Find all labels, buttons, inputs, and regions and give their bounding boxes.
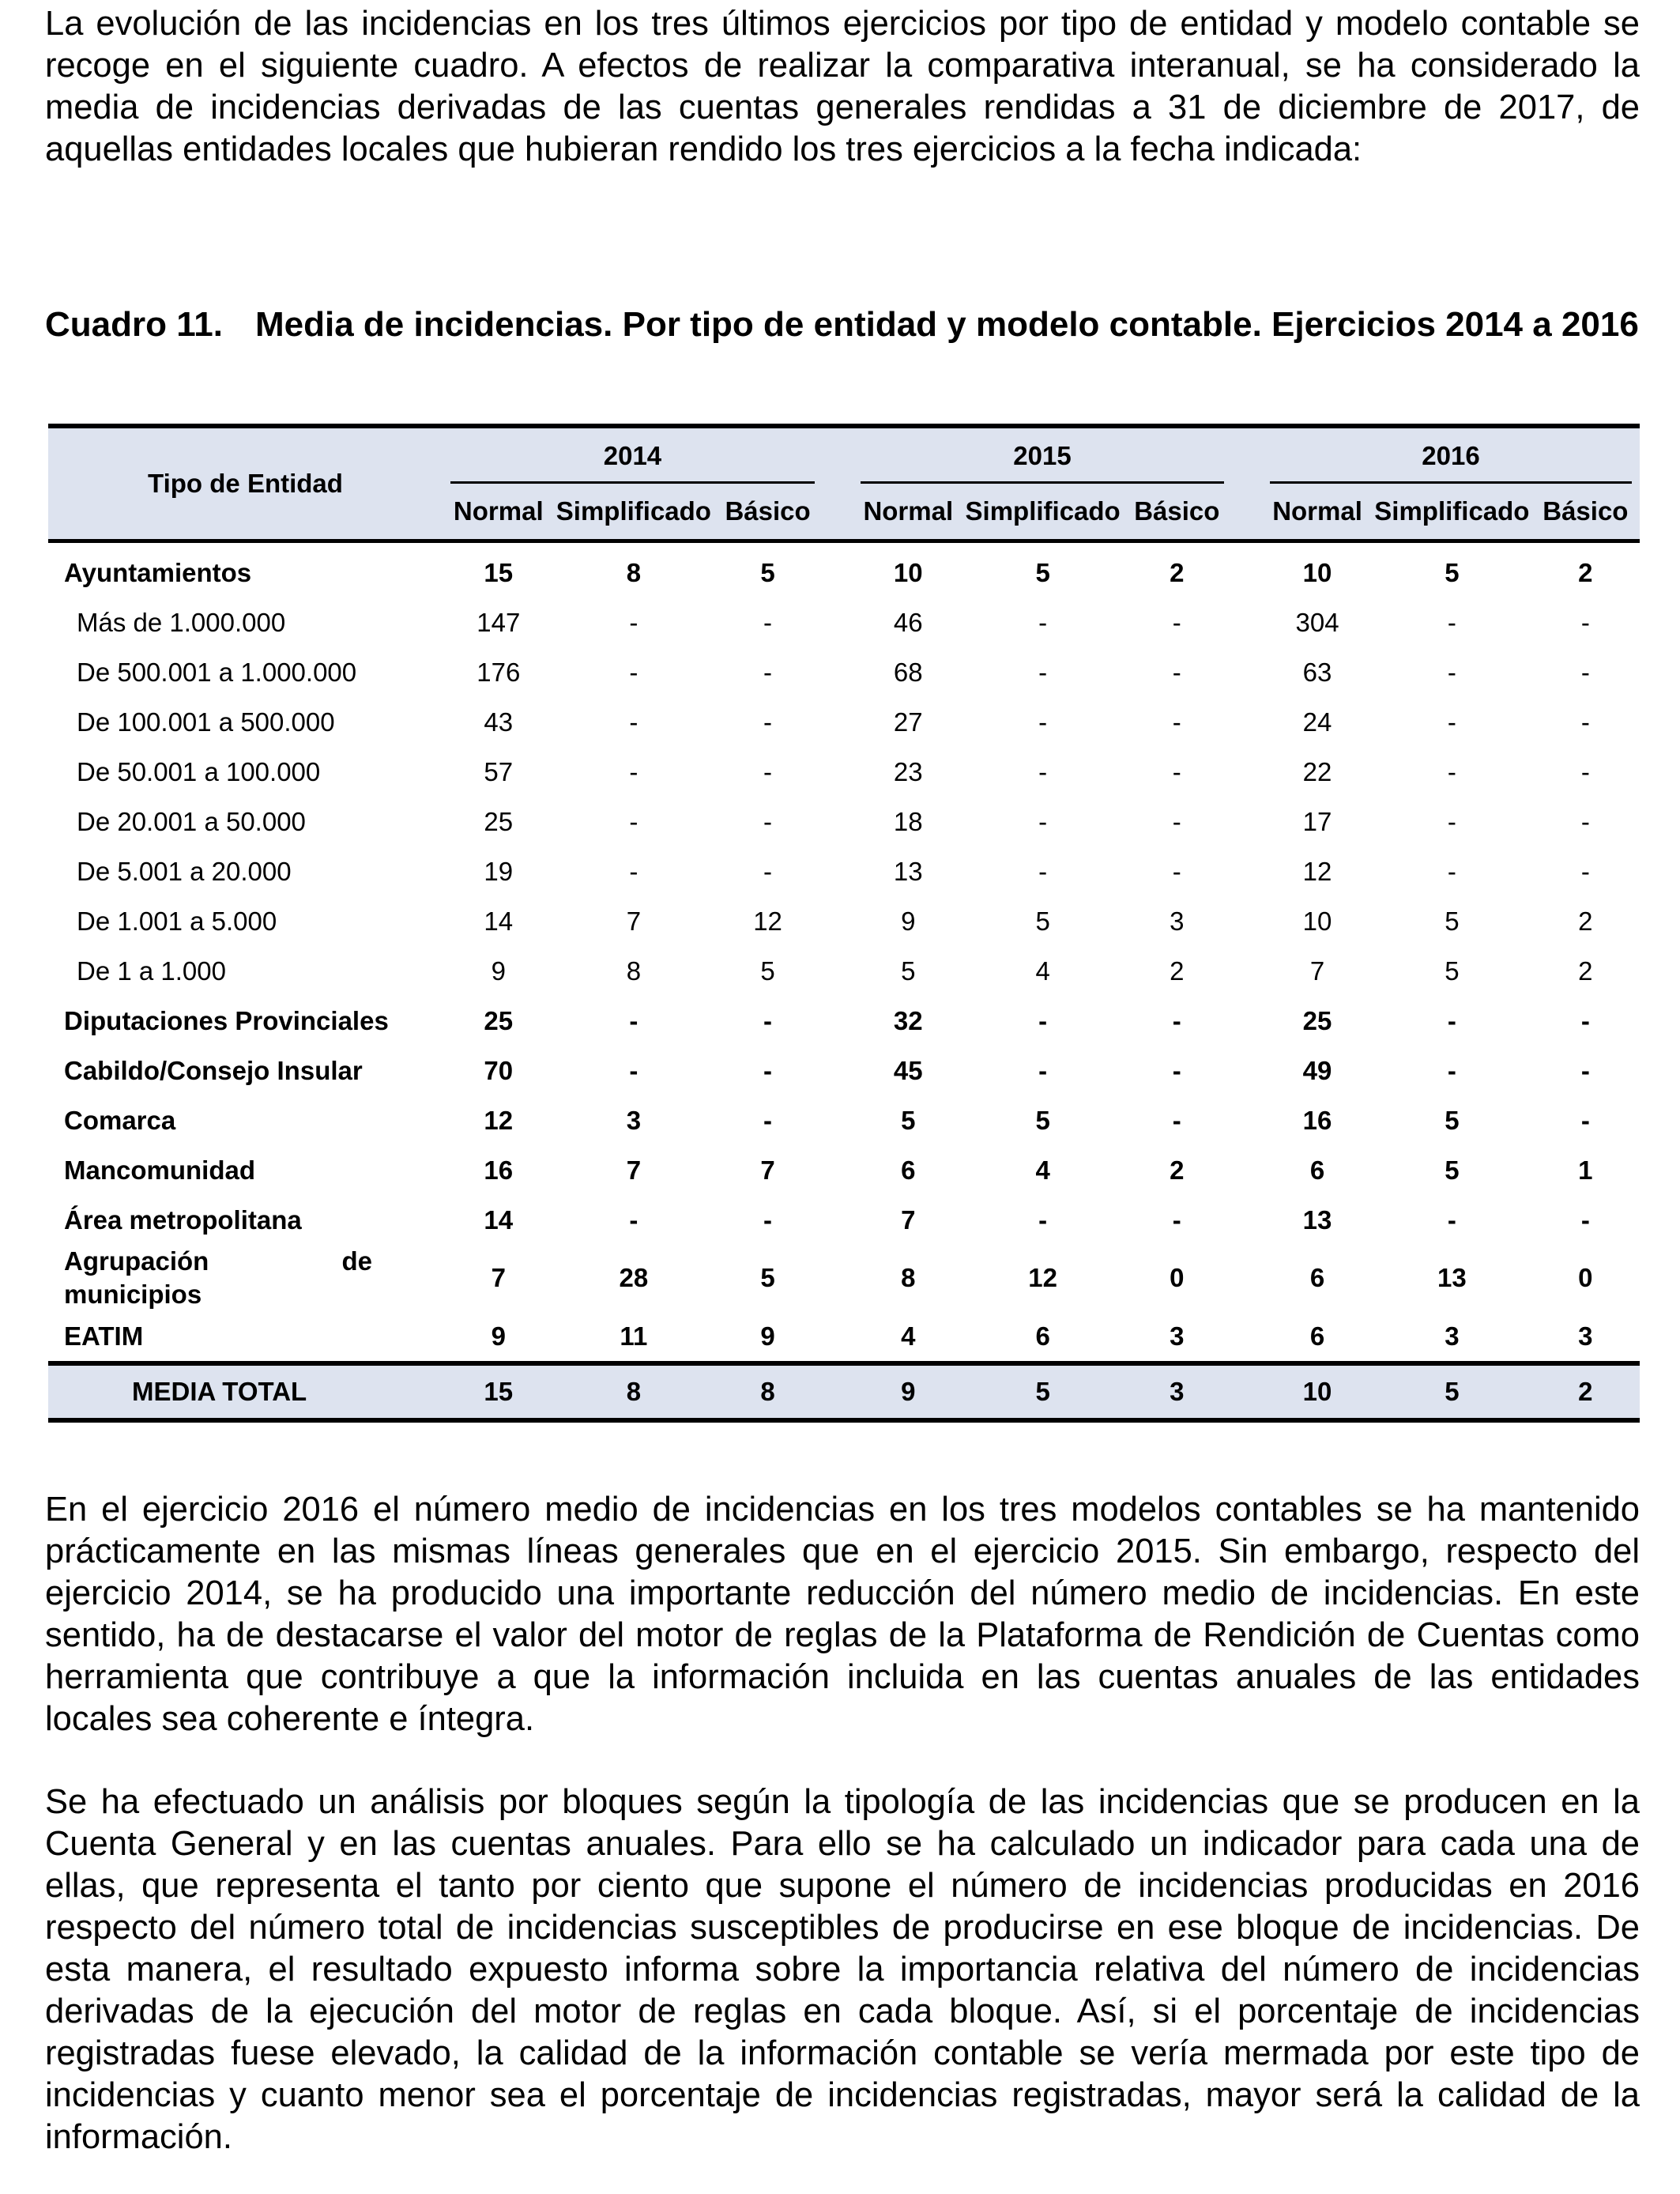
- table-cell: -: [1038, 607, 1048, 637]
- table-row: [48, 996, 1640, 1046]
- table-cell: 176: [477, 657, 521, 687]
- model-header: Normal: [443, 484, 555, 541]
- table-cell: 7: [901, 1204, 916, 1235]
- table-cell: 5: [1445, 1155, 1460, 1185]
- table-cell: -: [1447, 1204, 1456, 1235]
- table-cell: -: [1580, 657, 1590, 687]
- table-cell: -: [1580, 607, 1590, 637]
- table-cell: 6: [1035, 1321, 1050, 1351]
- table-cell: 5: [760, 557, 775, 587]
- entity-label: Cabildo/Consejo Insular: [64, 1055, 363, 1085]
- table-cell: -: [1038, 1055, 1048, 1085]
- table-cell: -: [1447, 607, 1456, 637]
- table-cell: 5: [1035, 1105, 1050, 1135]
- table-row: [48, 647, 1640, 697]
- table-cell: 3: [1445, 1321, 1460, 1351]
- table-row: [48, 1195, 1640, 1245]
- entity-label: De 1 a 1.000: [77, 956, 226, 986]
- table-row: [48, 1145, 1640, 1195]
- table-cell: -: [1580, 856, 1590, 886]
- incidencias-table: [48, 424, 1640, 1423]
- table-cell: 5: [1445, 557, 1460, 587]
- table-cell: 7: [626, 1155, 642, 1185]
- table-cell: -: [1172, 657, 1181, 687]
- table-cell: -: [1172, 1204, 1181, 1235]
- table-cell: -: [1580, 806, 1590, 836]
- table-row: [48, 846, 1640, 896]
- table-row: [48, 1245, 1640, 1311]
- table-cell: -: [629, 1005, 638, 1035]
- table-cell: 23: [893, 756, 923, 786]
- table-cell: -: [1172, 1105, 1181, 1135]
- model-header: Básico: [713, 484, 823, 541]
- table-cell: 13: [1302, 1204, 1332, 1235]
- table-cell: 6: [1309, 1155, 1325, 1185]
- table-cell: 7: [491, 1263, 506, 1292]
- table-cell: -: [1580, 1204, 1590, 1235]
- table-cell: -: [1447, 1005, 1456, 1035]
- table-cell: 32: [893, 1005, 923, 1035]
- entity-label: Diputaciones Provinciales: [64, 1005, 389, 1035]
- table-cell: 12: [1028, 1263, 1057, 1292]
- year-header-2014: 2014: [443, 426, 823, 484]
- table-cell: 2: [1531, 1363, 1640, 1420]
- table-cell: 0: [1578, 1263, 1593, 1292]
- table-row: [48, 697, 1640, 747]
- table-cell: 2: [1578, 557, 1593, 587]
- model-header: Normal: [1262, 484, 1373, 541]
- table-cell: 4: [901, 1321, 916, 1351]
- table-cell: 2: [1170, 557, 1185, 587]
- intro-paragraph: La evolución de las incidencias en los tres últimos ejercicios por tipo de entidad y modelo contable se recoge en el siguiente cuadro. A efectos de realizar la comparativa interanual, se ha considerado la media de incidencias derivadas de las cuentas generales rendidas a 31 de diciembre de 2017, de aquellas entidades locales que hubieran rendido los tres ejercicios a la fecha indicada:: [45, 5, 1640, 168]
- table-cell: -: [763, 657, 773, 687]
- table-cell: -: [629, 607, 638, 637]
- table-cell: -: [1447, 806, 1456, 836]
- incidencias-table-wrap: [48, 424, 1640, 1423]
- table-cell: -: [1172, 856, 1181, 886]
- table-cell: 16: [484, 1155, 514, 1185]
- table-cell: 12: [1302, 856, 1332, 886]
- entity-label: Más de 1.000.000: [77, 607, 286, 637]
- entity-label: De 1.001 a 5.000: [77, 906, 277, 936]
- table-cell: -: [629, 806, 638, 836]
- table-cell: 5: [760, 956, 775, 986]
- table-cell: 3: [1170, 906, 1185, 936]
- table-cell: -: [763, 1055, 773, 1085]
- table-cell: 10: [1262, 1363, 1373, 1420]
- table-cell: -: [1447, 856, 1456, 886]
- table-cell: 22: [1302, 756, 1332, 786]
- table-cell: -: [1580, 1055, 1590, 1085]
- table-cell: 9: [491, 956, 506, 986]
- table-row: [48, 797, 1640, 846]
- table-cell: 46: [893, 607, 923, 637]
- table-cell: 304: [1295, 607, 1339, 637]
- table-cell: 10: [1302, 557, 1332, 587]
- table-cell: 12: [484, 1105, 514, 1135]
- table-cell: -: [629, 707, 638, 737]
- year-header-2016: 2016: [1262, 426, 1640, 484]
- table-cell: -: [1172, 1055, 1181, 1085]
- entity-label: Ayuntamientos: [64, 557, 252, 587]
- table-cell: 43: [484, 707, 514, 737]
- table-cell: 9: [853, 1363, 963, 1420]
- table-cell: 3: [1170, 1321, 1185, 1351]
- table-cell: -: [1172, 756, 1181, 786]
- table-cell: -: [763, 707, 773, 737]
- table-cell: 6: [1309, 1321, 1325, 1351]
- table-cell: 9: [491, 1321, 506, 1351]
- table-cell: 2: [1578, 906, 1593, 936]
- paragraph-blocks: Se ha efectuado un análisis por bloques según la tipología de las incidencias que se producen en la Cuenta General y en las cuentas anuales. Para ello se ha calculado un indicador para cada una de ellas, que representa el tanto por ciento que supone el número de incidencias producidas en 2016 respecto del número total de incidencias susceptibles de producirse en ese bloque de incidencias. De esta manera, el resultado expuesto informa sobre la importancia relativa del número de incidencias derivadas de la ejecución del motor de reglas en cada bloque. Así, si el porcentaje de incidencias registradas fuese elevado, la calidad de la información contable se vería mermada por este tipo de incidencias y cuanto menor sea el porcentaje de incidencias registradas, mayor será la calidad de la información.: [45, 1783, 1640, 2156]
- table-cell: -: [629, 1204, 638, 1235]
- table-cell: 14: [484, 1204, 514, 1235]
- entity-column-header: Tipo de Entidad: [48, 426, 443, 541]
- table-cell: -: [1172, 607, 1181, 637]
- table-cell: 5: [1373, 1363, 1531, 1420]
- table-cell: 12: [753, 906, 782, 936]
- table-cell: 28: [619, 1263, 649, 1292]
- table-cell: 6: [1309, 1263, 1325, 1292]
- table-cell: 57: [484, 756, 514, 786]
- table-cell: 13: [893, 856, 923, 886]
- table-cell: -: [1580, 707, 1590, 737]
- table-cell: 3: [626, 1105, 642, 1135]
- table-body: [48, 541, 1640, 1421]
- table-cell: 1: [1578, 1155, 1593, 1185]
- table-cell: -: [763, 607, 773, 637]
- model-header: Simplificado: [1373, 484, 1531, 541]
- table-cell: -: [763, 806, 773, 836]
- table-cell: -: [763, 756, 773, 786]
- table-cell: -: [1172, 707, 1181, 737]
- table-cell: -: [1038, 1005, 1048, 1035]
- table-cell: 8: [555, 1363, 714, 1420]
- entity-label: De 100.001 a 500.000: [77, 707, 335, 737]
- table-cell: 15: [443, 1363, 555, 1420]
- model-header: Simplificado: [555, 484, 714, 541]
- table-cell: 147: [477, 607, 521, 637]
- table-cell: 25: [484, 1005, 514, 1035]
- table-row: [48, 946, 1640, 996]
- table-cell: 5: [1035, 906, 1050, 936]
- table-row: [48, 541, 1640, 598]
- table-cell: 49: [1302, 1055, 1332, 1085]
- table-cell: -: [1447, 657, 1456, 687]
- entity-label: Área metropolitana: [64, 1204, 302, 1235]
- table-cell: 24: [1302, 707, 1332, 737]
- table-cell: 25: [484, 806, 514, 836]
- entity-label: Mancomunidad: [64, 1155, 256, 1185]
- table-row: [48, 1095, 1640, 1145]
- table-cell: 5: [1445, 956, 1460, 986]
- entity-label: EATIM: [64, 1321, 144, 1351]
- table-cell: 4: [1035, 956, 1050, 986]
- table-cell: -: [1038, 657, 1048, 687]
- entity-label: De 20.001 a 50.000: [77, 806, 306, 836]
- table-cell: 27: [893, 707, 923, 737]
- model-header: Normal: [853, 484, 963, 541]
- table-cell: 17: [1302, 806, 1332, 836]
- table-cell: -: [1447, 1055, 1456, 1085]
- table-cell: -: [629, 756, 638, 786]
- model-header: Básico: [1122, 484, 1232, 541]
- table-cell: -: [1038, 856, 1048, 886]
- table-cell: 5: [901, 1105, 916, 1135]
- table-cell: 2: [1578, 956, 1593, 986]
- table-cell: -: [629, 1055, 638, 1085]
- table-row: [48, 1311, 1640, 1363]
- table-cell: 7: [626, 906, 642, 936]
- table-cell: 15: [484, 557, 514, 587]
- table-caption: [45, 303, 1640, 346]
- table-cell: 4: [1035, 1155, 1050, 1185]
- caption-number: Cuadro 11.: [45, 305, 223, 344]
- table-cell: -: [1172, 1005, 1181, 1035]
- table-cell: -: [629, 856, 638, 886]
- year-header-2015: 2015: [853, 426, 1231, 484]
- table-cell: 8: [626, 956, 642, 986]
- table-row: [48, 896, 1640, 946]
- table-cell: -: [1038, 756, 1048, 786]
- table-cell: 3: [1578, 1321, 1593, 1351]
- table-cell: -: [763, 1005, 773, 1035]
- table-cell: -: [1038, 806, 1048, 836]
- table-cell: -: [1580, 1105, 1590, 1135]
- table-cell: -: [763, 1105, 773, 1135]
- total-row: [48, 1363, 1640, 1420]
- table-cell: 5: [963, 1363, 1122, 1420]
- table-cell: 16: [1302, 1105, 1332, 1135]
- table-cell: 19: [484, 856, 514, 886]
- table-cell: 45: [893, 1055, 923, 1085]
- table-cell: 8: [901, 1263, 916, 1292]
- table-cell: -: [1447, 756, 1456, 786]
- table-row: [48, 747, 1640, 797]
- table-cell: -: [763, 1204, 773, 1235]
- table-cell: 8: [713, 1363, 823, 1420]
- table-row: [48, 598, 1640, 647]
- table-row: [48, 1046, 1640, 1095]
- table-cell: -: [1038, 1204, 1048, 1235]
- table-cell: 5: [1445, 1105, 1460, 1135]
- table-cell: 13: [1437, 1263, 1467, 1292]
- table-cell: 14: [484, 906, 514, 936]
- table-cell: 5: [760, 1263, 775, 1292]
- table-cell: 6: [901, 1155, 916, 1185]
- table-cell: 5: [1035, 557, 1050, 587]
- table-cell: 7: [1309, 956, 1325, 986]
- model-header: Simplificado: [963, 484, 1122, 541]
- table-cell: -: [629, 657, 638, 687]
- caption-title: Media de incidencias. Por tipo de entidad y modelo contable. Ejercicios 2014 a 2016: [255, 305, 1639, 344]
- table-cell: 7: [760, 1155, 775, 1185]
- table-cell: -: [1172, 806, 1181, 836]
- table-cell: 11: [620, 1321, 648, 1351]
- table-cell: 2: [1170, 956, 1185, 986]
- table-cell: -: [1580, 756, 1590, 786]
- table-cell: -: [1038, 707, 1048, 737]
- table-cell: 2: [1170, 1155, 1185, 1185]
- table-cell: -: [763, 856, 773, 886]
- total-label: MEDIA TOTAL: [48, 1363, 443, 1420]
- table-cell: 8: [626, 557, 642, 587]
- table-cell: 3: [1122, 1363, 1232, 1420]
- table-cell: 9: [760, 1321, 775, 1351]
- table-cell: 5: [901, 956, 916, 986]
- table-cell: 25: [1302, 1005, 1332, 1035]
- entity-label: De 50.001 a 100.000: [77, 756, 321, 786]
- header-row-years: [48, 426, 1640, 484]
- table-cell: 18: [893, 806, 923, 836]
- model-header: Básico: [1531, 484, 1640, 541]
- entity-label: De 500.001 a 1.000.000: [77, 657, 357, 687]
- table-cell: 10: [893, 557, 923, 587]
- table-cell: -: [1447, 707, 1456, 737]
- entity-label: Comarca: [64, 1105, 176, 1135]
- entity-label: De 5.001 a 20.000: [77, 856, 292, 886]
- table-cell: 68: [893, 657, 923, 687]
- table-cell: 63: [1302, 657, 1332, 687]
- paragraph-2016: En el ejercicio 2016 el número medio de incidencias en los tres modelos contables se ha mantenido prácticamente en las mismas líneas generales que en el ejercicio 2015. Sin embargo, respecto del ejercicio 2014, se ha producido una importante reducción del número medio de incidencias. En este sentido, ha de destacarse el valor del motor de reglas de la Plataforma de Rendición de Cuentas como herramienta que contribuye a que la información incluida en las cuentas anuales de las entidades locales sea coherente e íntegra.: [45, 1491, 1640, 1738]
- table-cell: 5: [1445, 906, 1460, 936]
- table-cell: -: [1580, 1005, 1590, 1035]
- table-cell: 0: [1170, 1263, 1185, 1292]
- table-cell: 9: [901, 906, 916, 936]
- table-cell: 10: [1302, 906, 1332, 936]
- table-cell: 70: [484, 1055, 514, 1085]
- entity-label: Agrupación de municipios: [64, 1246, 372, 1309]
